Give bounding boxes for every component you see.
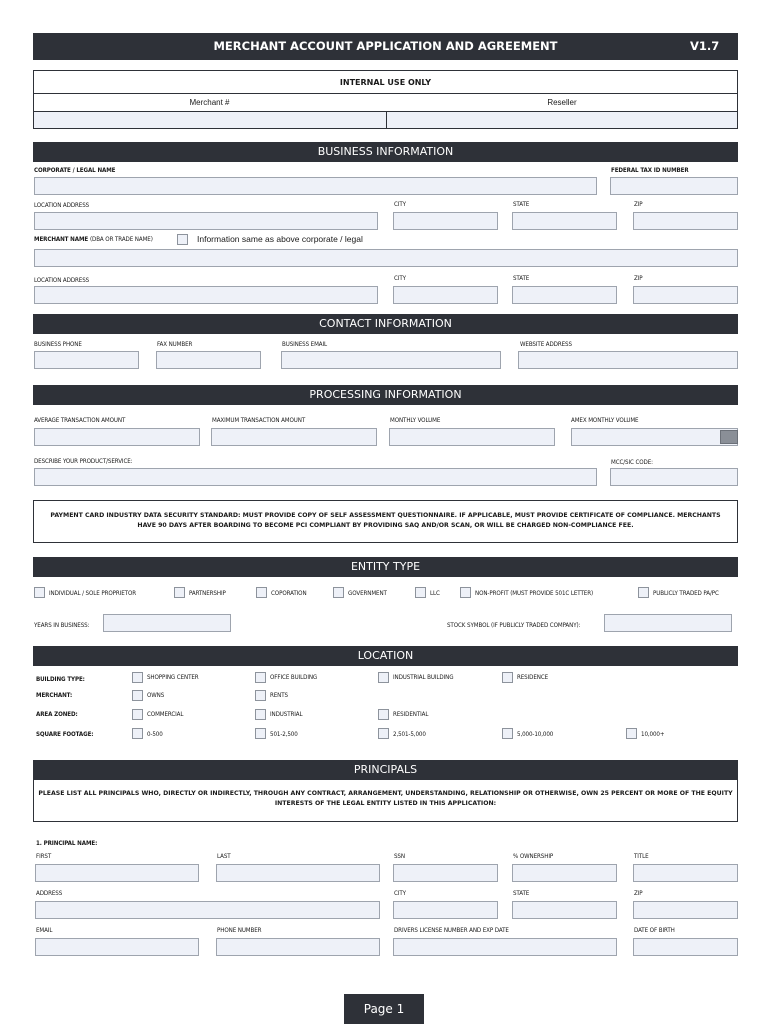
merchant-number-label: Merchant #	[189, 98, 230, 107]
entity-checkbox-corporation[interactable]	[256, 587, 267, 598]
merchant-name-label	[34, 236, 153, 243]
mcc-input[interactable]	[610, 468, 738, 486]
principal-last-input[interactable]	[216, 864, 380, 882]
zoned-checkbox-commercial[interactable]	[132, 709, 143, 720]
zoned-label-industrial: INDUSTRIAL	[270, 711, 303, 718]
describe-label: DESCRIBE YOUR PRODUCT/SERVICE:	[34, 458, 133, 465]
section-processing-info	[33, 385, 738, 405]
zip-label: ZIP	[634, 201, 643, 208]
page-number-badge	[344, 994, 424, 1024]
stock-symbol-input[interactable]	[604, 614, 732, 632]
federal-tax-input[interactable]	[610, 177, 738, 195]
mcc-label: MCC/SIC CODE:	[611, 459, 653, 466]
building-label-shopping: SHOPPING CENTER	[147, 674, 199, 681]
same-as-above-checkbox[interactable]	[177, 234, 188, 245]
stock-symbol-label: STOCK SYMBOL (IF PUBLICLY TRADED COMPANY):	[447, 622, 581, 629]
reseller-label: Reseller	[547, 98, 577, 107]
square-footage-label: SQUARE FOOTAGE:	[36, 731, 94, 738]
zip-label-2: ZIP	[634, 275, 643, 282]
principal-dob-label: DATE OF BIRTH	[634, 927, 675, 934]
merchant-label-rents: RENTS	[270, 692, 288, 699]
location-address-label: LOCATION ADDRESS	[34, 202, 90, 209]
sqft-checkbox-0-500[interactable]	[132, 728, 143, 739]
entity-checkbox-llc[interactable]	[415, 587, 426, 598]
entity-label-public: PUBLICLY TRADED PA/PC	[653, 590, 719, 597]
section-processing-title: PROCESSING INFORMATION	[309, 388, 462, 401]
principals-notice-line2: INTERESTS OF THE LEGAL ENTITY LISTED IN THIS APPLICATION:	[274, 800, 497, 807]
building-label-industrial: INDUSTRIAL BUILDING	[393, 674, 454, 681]
section-location-title: LOCATION	[357, 649, 414, 662]
principal-state-label: STATE	[513, 890, 530, 897]
business-phone-input[interactable]	[34, 351, 139, 369]
area-zoned-label: AREA ZONED:	[36, 711, 78, 718]
principal-ssn-label: SSN	[394, 853, 405, 860]
building-checkbox-office[interactable]	[255, 672, 266, 683]
principal-zip-label: ZIP	[634, 890, 643, 897]
location-address-input-2[interactable]	[34, 286, 378, 304]
section-principals	[33, 760, 738, 780]
principal-title-label: TITLE	[634, 853, 649, 860]
principal-last-label: LAST	[217, 853, 231, 860]
business-email-input[interactable]	[281, 351, 501, 369]
location-address-label-2: LOCATION ADDRESS	[34, 277, 90, 284]
principal-license-label: DRIVERS LICENSE NUMBER AND EXP DATE	[394, 927, 509, 934]
principal-title-input[interactable]	[633, 864, 738, 882]
state-label-2: STATE	[513, 275, 530, 282]
principal-first-input[interactable]	[35, 864, 199, 882]
principal-email-label: EMAIL	[36, 927, 53, 934]
section-entity-type	[33, 557, 738, 577]
city-input[interactable]	[393, 212, 498, 230]
zoned-checkbox-industrial[interactable]	[255, 709, 266, 720]
entity-label-nonprofit: NON-PROFIT (MUST PROVIDE 501C LETTER)	[475, 590, 594, 597]
sqft-checkbox-10000-plus[interactable]	[626, 728, 637, 739]
principal-state-input[interactable]	[512, 901, 617, 919]
building-checkbox-residence[interactable]	[502, 672, 513, 683]
pci-notice	[33, 500, 738, 543]
entity-checkbox-partnership[interactable]	[174, 587, 185, 598]
entity-label-corporation: COPORATION	[271, 590, 307, 597]
reseller-input[interactable]	[387, 112, 737, 128]
merchant-number-input[interactable]	[34, 112, 386, 128]
form-version: V1.7	[690, 39, 720, 53]
zoned-label-residential: RESIDENTIAL	[393, 711, 429, 718]
entity-label-partnership: PARTNERSHIP	[189, 590, 226, 597]
state-input-2[interactable]	[512, 286, 617, 304]
merchant-label-owns: OWNS	[147, 692, 165, 699]
entity-label-government: GOVERNMENT	[348, 590, 387, 597]
sqft-label-5000-10000: 5,000-10,000	[517, 731, 554, 738]
building-checkbox-shopping[interactable]	[132, 672, 143, 683]
internal-divider	[33, 93, 738, 94]
entity-checkbox-public[interactable]	[638, 587, 649, 598]
section-entity-title: ENTITY TYPE	[350, 560, 421, 573]
principal-city-input[interactable]	[393, 901, 498, 919]
business-phone-label: BUSINESS PHONE	[34, 341, 82, 348]
state-label: STATE	[513, 201, 530, 208]
principal-address-input[interactable]	[35, 901, 380, 919]
amex-volume-input[interactable]	[571, 428, 738, 446]
sqft-label-501-2500: 501-2,500	[270, 731, 298, 738]
principal-1-heading: 1. PRINCIPAL NAME:	[36, 840, 98, 847]
location-address-input[interactable]	[34, 212, 378, 230]
website-label: WEBSITE ADDRESS	[520, 341, 572, 348]
fax-label: FAX NUMBER	[157, 341, 193, 348]
max-transaction-label: MAXIMUM TRANSACTION AMOUNT	[212, 417, 306, 424]
principals-notice-line1: PLEASE LIST ALL PRINCIPALS WHO, DIRECTLY OR INDIRECTLY, THROUGH ANY CONTRACT, ARRANGEMENT, UNDERSTANDING, RELATIONSHIP OR OTHERWISE, OWN 25 PERCENT OR MORE OF THE EQUITY	[38, 790, 733, 797]
city-label: CITY	[394, 201, 406, 208]
sqft-checkbox-2501-5000[interactable]	[378, 728, 389, 739]
merchant-label: MERCHANT:	[36, 692, 73, 699]
section-contact-info	[33, 314, 738, 334]
years-in-business-label: YEARS IN BUSINESS:	[34, 622, 90, 629]
building-type-label: BUILDING TYPE:	[36, 676, 85, 683]
monthly-volume-label: MONTHLY VOLUME	[390, 417, 441, 424]
principal-phone-input[interactable]	[216, 938, 380, 956]
building-label-residence: RESIDENCE	[517, 674, 549, 681]
zip-input-2[interactable]	[633, 286, 738, 304]
avg-transaction-input[interactable]	[34, 428, 200, 446]
dba-text: (DBA OR TRADE NAME)	[89, 236, 153, 243]
city-input-2[interactable]	[393, 286, 498, 304]
fax-input[interactable]	[156, 351, 261, 369]
principal-first-label: FIRST	[36, 853, 52, 860]
max-transaction-input[interactable]	[211, 428, 377, 446]
section-business-info	[33, 142, 738, 162]
section-business-title: BUSINESS INFORMATION	[317, 145, 454, 158]
amex-volume-label: AMEX MONTHLY VOLUME	[571, 417, 639, 424]
form-title: MERCHANT ACCOUNT APPLICATION AND AGREEMENT	[213, 39, 558, 53]
merchant-checkbox-rents[interactable]	[255, 690, 266, 701]
sqft-checkbox-5000-10000[interactable]	[502, 728, 513, 739]
pci-notice-line2: HAVE 90 DAYS AFTER BOARDING TO BECOME PCI COMPLIANT BY PROVIDING SAQ AND/OR SCAN, OR WILL BE CHARGED NON-COMPLIANCE FEE.	[137, 522, 634, 529]
pci-notice-line1: PAYMENT CARD INDUSTRY DATA SECURITY STANDARD: MUST PROVIDE COPY OF SELF ASSESSMENT QUESTIONNAIRE. IF APPLICABLE, MUST PROVIDE CERTIFICATE OF COMPLIANCE. MERCHANTS	[50, 512, 721, 519]
principal-phone-label: PHONE NUMBER	[217, 927, 262, 934]
principal-city-label: CITY	[394, 890, 406, 897]
merchant-name-input[interactable]	[34, 249, 738, 267]
federal-tax-label: FEDERAL TAX ID NUMBER	[611, 167, 689, 174]
principal-address-label: ADDRESS	[36, 890, 63, 897]
monthly-volume-input[interactable]	[389, 428, 555, 446]
entity-label-individual: INDIVIDUAL / SOLE PROPRIETOR	[49, 590, 136, 597]
principal-license-input[interactable]	[393, 938, 617, 956]
state-input[interactable]	[512, 212, 617, 230]
amex-card-icon	[720, 430, 738, 444]
principal-zip-input[interactable]	[633, 901, 738, 919]
zip-input[interactable]	[633, 212, 738, 230]
zoned-label-commercial: COMMERCIAL	[147, 711, 184, 718]
principal-ownership-label: % OWNERSHIP	[513, 853, 554, 860]
building-checkbox-industrial[interactable]	[378, 672, 389, 683]
section-location	[33, 646, 738, 666]
website-input[interactable]	[518, 351, 738, 369]
principal-ssn-input[interactable]	[393, 864, 498, 882]
years-in-business-input[interactable]	[103, 614, 231, 632]
sqft-label-0-500: 0-500	[147, 731, 163, 738]
zoned-checkbox-residential[interactable]	[378, 709, 389, 720]
principal-email-input[interactable]	[35, 938, 199, 956]
building-label-office: OFFICE BUILDING	[270, 674, 318, 681]
page-number-text: Page 1	[363, 1002, 405, 1016]
entity-label-llc: LLC	[430, 590, 440, 597]
entity-checkbox-government[interactable]	[333, 587, 344, 598]
sqft-label-10000-plus: 10,000+	[641, 731, 665, 738]
section-contact-title: CONTACT INFORMATION	[319, 317, 452, 330]
entity-checkbox-nonprofit[interactable]	[460, 587, 471, 598]
corporate-name-input[interactable]	[34, 177, 597, 195]
internal-use-title: INTERNAL USE ONLY	[339, 78, 432, 87]
merchant-name-text: MERCHANT NAME	[34, 236, 89, 243]
entity-checkbox-individual[interactable]	[34, 587, 45, 598]
principals-notice	[33, 780, 738, 822]
avg-transaction-label: AVERAGE TRANSACTION AMOUNT	[34, 417, 126, 424]
principal-dob-input[interactable]	[633, 938, 738, 956]
principal-ownership-input[interactable]	[512, 864, 617, 882]
business-email-label: BUSINESS EMAIL	[282, 341, 328, 348]
describe-input[interactable]	[34, 468, 597, 486]
sqft-label-2501-5000: 2,501-5,000	[393, 731, 426, 738]
merchant-checkbox-owns[interactable]	[132, 690, 143, 701]
corporate-name-label: CORPORATE / LEGAL NAME	[34, 167, 116, 174]
city-label-2: CITY	[394, 275, 406, 282]
same-as-above-label: Information same as above corporate / legal	[197, 234, 363, 244]
section-principals-title: PRINCIPALS	[353, 763, 418, 776]
sqft-checkbox-501-2500[interactable]	[255, 728, 266, 739]
